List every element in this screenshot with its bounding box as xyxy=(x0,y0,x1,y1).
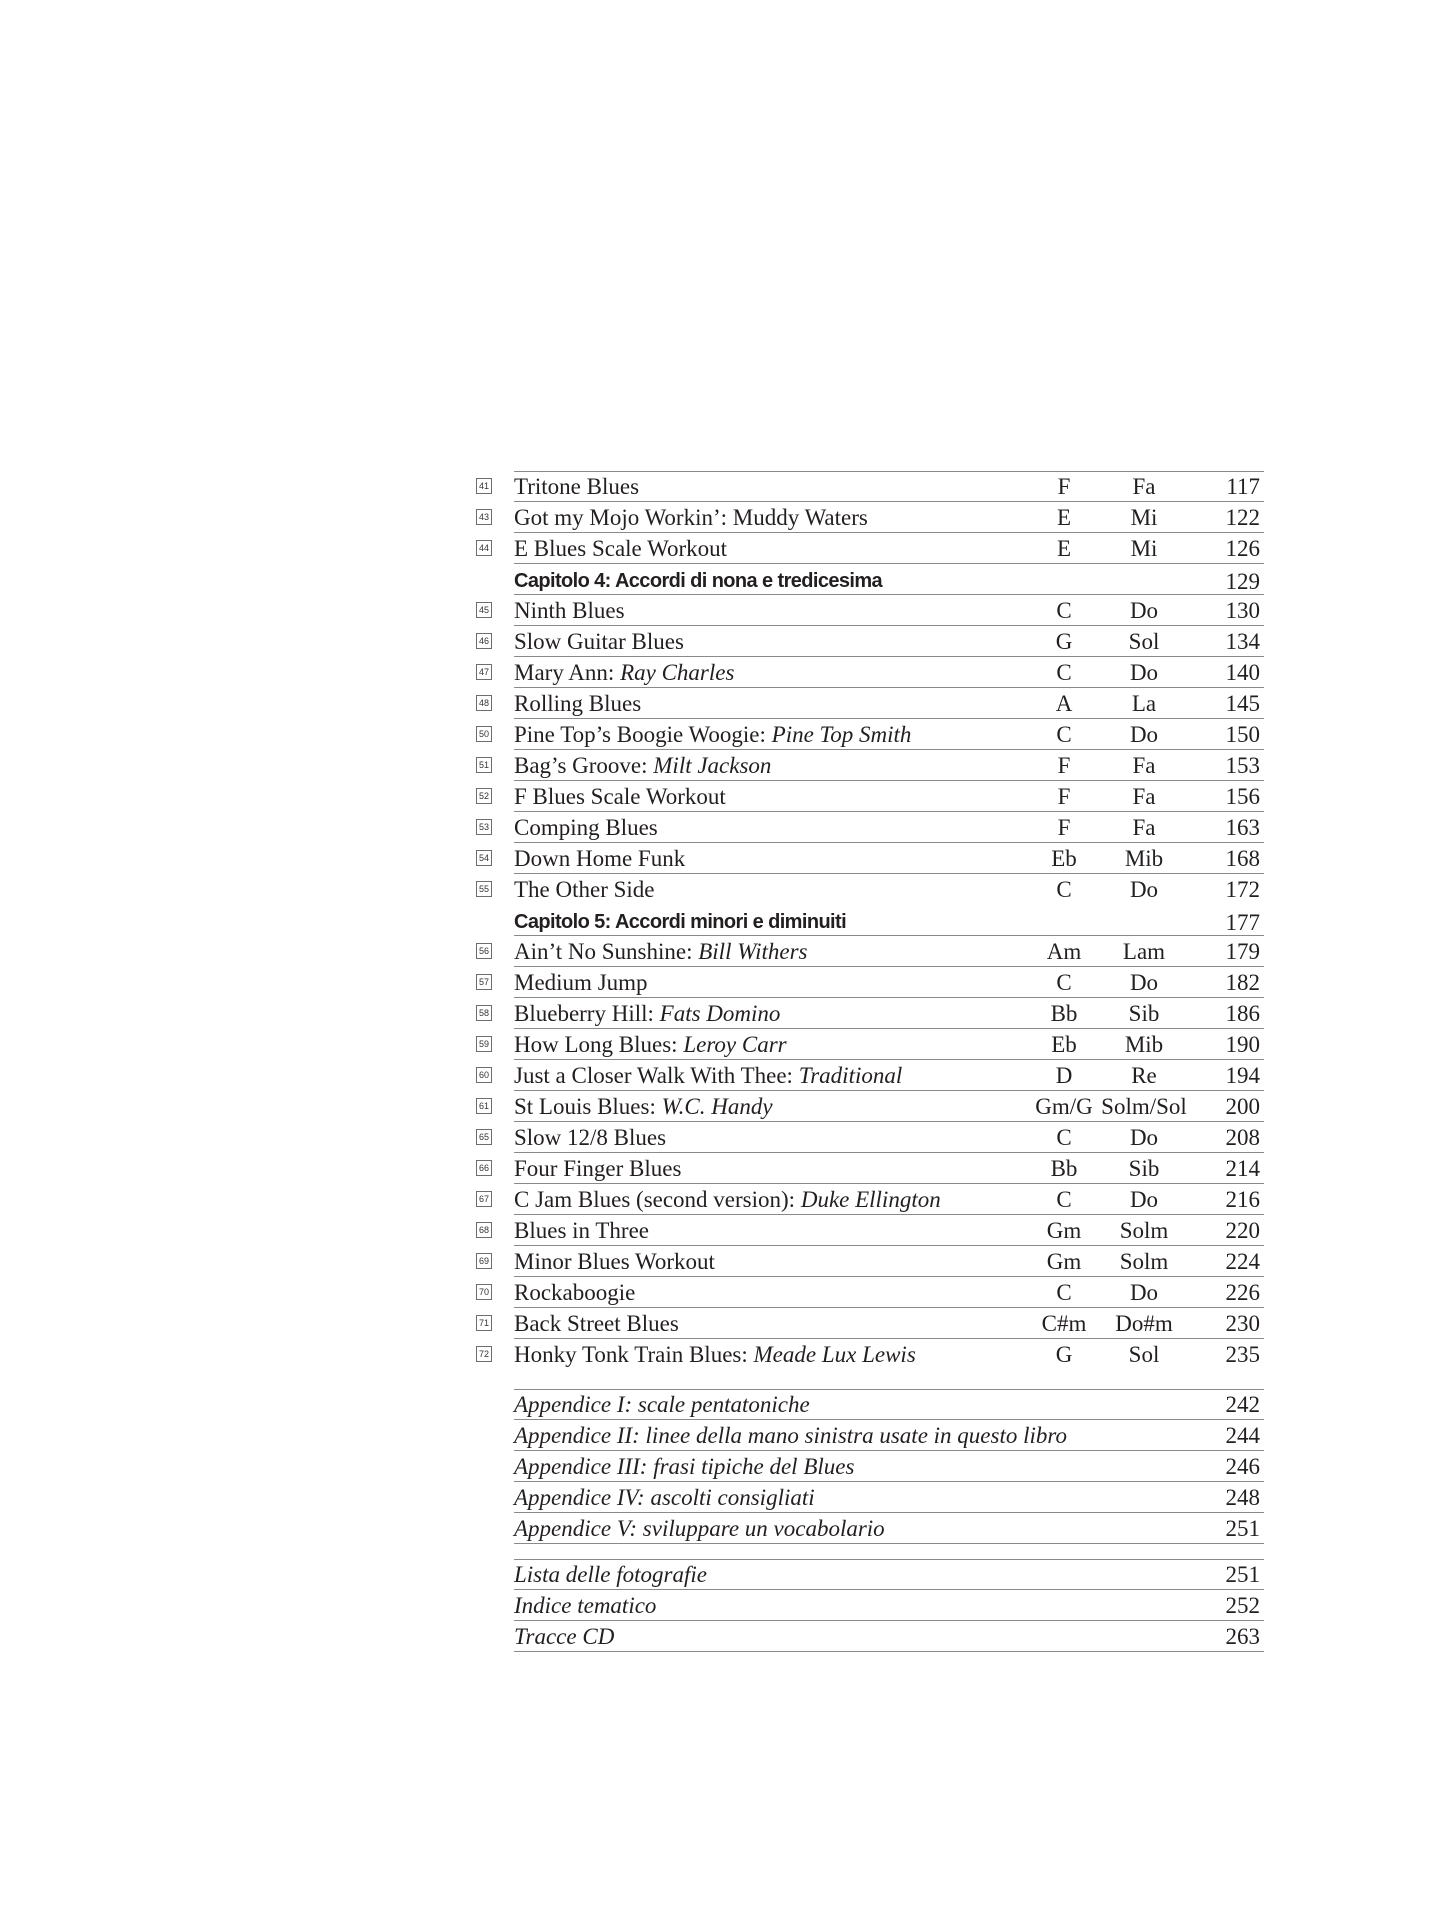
track-title xyxy=(514,1216,649,1245)
track-page: 140 xyxy=(1225,660,1260,685)
track-page: 150 xyxy=(1225,722,1260,747)
track-number-icon: 65 xyxy=(476,1129,492,1145)
list-item xyxy=(474,1590,1294,1621)
track-title-text: Got my Mojo Workin’: Muddy Waters xyxy=(514,505,868,530)
track-key: Gm xyxy=(1046,1249,1082,1274)
track-key: C#m xyxy=(1041,1311,1087,1336)
track-list-chapter-5 xyxy=(474,936,1294,1370)
track-key: F xyxy=(1057,815,1071,840)
table-row xyxy=(474,1029,1294,1060)
appendix-list xyxy=(474,1389,1294,1544)
track-title-text: How Long Blues: xyxy=(514,1032,684,1057)
track-number-icon: 47 xyxy=(476,664,492,680)
track-title-text: Slow 12/8 Blues xyxy=(514,1125,667,1150)
spacer xyxy=(474,1544,1294,1559)
track-title xyxy=(514,1278,635,1307)
track-title xyxy=(514,1061,902,1090)
table-row xyxy=(474,936,1294,967)
track-page: 168 xyxy=(1225,846,1260,871)
list-item xyxy=(474,1451,1294,1482)
track-title-text: Tritone Blues xyxy=(514,474,640,499)
track-title xyxy=(514,596,625,625)
track-page: 126 xyxy=(1225,536,1260,561)
chapter-title: Capitolo 5: Accordi minori e diminuiti xyxy=(514,911,847,933)
track-title-text: Just a Closer Walk With Thee: xyxy=(514,1063,799,1088)
track-page: 190 xyxy=(1225,1032,1260,1057)
table-row xyxy=(474,688,1294,719)
track-key: Bb xyxy=(1050,1001,1078,1026)
track-number-icon: 57 xyxy=(476,974,492,990)
table-row xyxy=(474,843,1294,874)
entry-title: Lista delle fotografie xyxy=(514,1562,707,1587)
track-key: G xyxy=(1055,629,1073,654)
chapter-title: Capitolo 4: Accordi di nona e tredicesima xyxy=(514,570,883,592)
track-page: 226 xyxy=(1225,1280,1260,1305)
table-row xyxy=(474,657,1294,688)
track-title xyxy=(514,875,655,904)
track-number-icon: 68 xyxy=(476,1222,492,1238)
chapter-heading-4 xyxy=(474,564,1294,595)
track-title-text: Ain’t No Sunshine: xyxy=(514,939,699,964)
entry-page: 251 xyxy=(1225,1516,1260,1541)
track-number-icon: 66 xyxy=(476,1160,492,1176)
track-page: 235 xyxy=(1225,1342,1260,1367)
track-key: F xyxy=(1057,474,1071,499)
track-title-text: Honky Tonk Train Blues: xyxy=(514,1342,754,1367)
track-title xyxy=(514,503,868,532)
track-artist: Milt Jackson xyxy=(653,753,772,778)
table-row xyxy=(474,781,1294,812)
track-number-icon: 48 xyxy=(476,695,492,711)
table-row xyxy=(474,1184,1294,1215)
table-row xyxy=(474,874,1294,905)
track-key-italian: Solm xyxy=(1119,1218,1169,1243)
track-key-italian: Do xyxy=(1129,598,1159,623)
table-row xyxy=(474,1308,1294,1339)
track-key: C xyxy=(1056,970,1072,995)
track-key-italian: Mi xyxy=(1130,505,1158,530)
track-key: Am xyxy=(1046,939,1082,964)
list-item xyxy=(474,1482,1294,1513)
track-key: E xyxy=(1056,536,1072,561)
entry-page: 263 xyxy=(1225,1624,1260,1649)
track-key-italian: Do xyxy=(1129,1125,1159,1150)
track-number-icon: 72 xyxy=(476,1346,492,1362)
track-number-icon: 58 xyxy=(476,1005,492,1021)
track-title xyxy=(514,1154,681,1183)
track-title-text: Mary Ann: xyxy=(514,660,621,685)
entry-title: Appendice V: sviluppare un vocabolario xyxy=(514,1516,885,1541)
track-number-icon: 69 xyxy=(476,1253,492,1269)
track-title xyxy=(514,999,780,1028)
table-of-contents xyxy=(474,471,1294,1652)
track-key-italian: Sol xyxy=(1128,1342,1160,1367)
track-key: C xyxy=(1056,1125,1072,1150)
track-key: C xyxy=(1056,598,1072,623)
track-artist: Pine Top Smith xyxy=(771,722,912,747)
track-key: C xyxy=(1056,1187,1072,1212)
track-title xyxy=(514,968,648,997)
track-number-icon: 54 xyxy=(476,850,492,866)
entry-page: 248 xyxy=(1225,1485,1260,1510)
track-title xyxy=(514,1247,715,1276)
track-page: 214 xyxy=(1225,1156,1260,1181)
track-key-italian: Do#m xyxy=(1115,1311,1173,1336)
track-title-text: Rolling Blues xyxy=(514,691,642,716)
track-title xyxy=(514,534,727,563)
track-page: 117 xyxy=(1226,474,1260,499)
track-key-italian: Mi xyxy=(1130,536,1158,561)
table-row xyxy=(474,502,1294,533)
entry-title: Appendice I: scale pentatoniche xyxy=(514,1392,810,1417)
track-key: Eb xyxy=(1051,846,1077,871)
row-rule xyxy=(514,1651,1264,1652)
track-key-italian: Mib xyxy=(1124,1032,1164,1057)
track-key-italian: Do xyxy=(1129,660,1159,685)
track-key: F xyxy=(1057,753,1071,778)
track-key-italian: Sib xyxy=(1128,1001,1160,1026)
track-title-text: Down Home Funk xyxy=(514,846,686,871)
track-number-icon: 45 xyxy=(476,602,492,618)
track-key: Gm/G xyxy=(1035,1094,1093,1119)
track-number-icon: 70 xyxy=(476,1284,492,1300)
track-page: 172 xyxy=(1225,877,1260,902)
track-artist: Ray Charles xyxy=(620,660,735,685)
track-page: 186 xyxy=(1225,1001,1260,1026)
track-page: 216 xyxy=(1225,1187,1260,1212)
track-key: E xyxy=(1056,505,1072,530)
table-row xyxy=(474,967,1294,998)
track-title xyxy=(514,937,807,966)
list-item xyxy=(474,1559,1294,1590)
track-key: C xyxy=(1056,877,1072,902)
track-title xyxy=(514,813,658,842)
track-key: C xyxy=(1056,660,1072,685)
track-page: 220 xyxy=(1225,1218,1260,1243)
track-title-text: E Blues Scale Workout xyxy=(514,536,727,561)
table-row xyxy=(474,1153,1294,1184)
track-title xyxy=(514,689,641,718)
track-page: 230 xyxy=(1225,1311,1260,1336)
track-key: G xyxy=(1055,1342,1073,1367)
track-artist: W.C. Handy xyxy=(661,1094,773,1119)
track-title xyxy=(514,1030,787,1059)
track-artist: Meade Lux Lewis xyxy=(753,1342,916,1367)
track-number-icon: 67 xyxy=(476,1191,492,1207)
table-row xyxy=(474,533,1294,564)
track-title-text: F Blues Scale Workout xyxy=(514,784,726,809)
track-number-icon: 53 xyxy=(476,819,492,835)
track-page: 224 xyxy=(1225,1249,1260,1274)
track-number-icon: 51 xyxy=(476,757,492,773)
extras-list xyxy=(474,1559,1294,1652)
entry-title: Appendice III: frasi tipiche del Blues xyxy=(514,1454,855,1479)
track-title-text: Minor Blues Workout xyxy=(514,1249,715,1274)
track-title xyxy=(514,720,911,749)
table-row xyxy=(474,1339,1294,1370)
track-title-text: Rockaboogie xyxy=(514,1280,636,1305)
track-list-chapter-4 xyxy=(474,595,1294,905)
chapter-page: 129 xyxy=(1225,569,1260,594)
list-item xyxy=(474,1513,1294,1544)
track-key: D xyxy=(1055,1063,1073,1088)
track-title-text: Medium Jump xyxy=(514,970,648,995)
table-row xyxy=(474,750,1294,781)
track-number-icon: 55 xyxy=(476,881,492,897)
track-key-italian: Do xyxy=(1129,1280,1159,1305)
track-number-icon: 52 xyxy=(476,788,492,804)
track-key: C xyxy=(1056,722,1072,747)
table-row xyxy=(474,1277,1294,1308)
track-title xyxy=(514,658,734,687)
list-item xyxy=(474,1621,1294,1652)
track-title-text: Ninth Blues xyxy=(514,598,625,623)
track-page: 182 xyxy=(1225,970,1260,995)
chapter-heading-5 xyxy=(474,905,1294,936)
track-key-italian: Fa xyxy=(1132,815,1156,840)
track-key: Eb xyxy=(1051,1032,1077,1057)
table-row xyxy=(474,471,1294,502)
track-page: 145 xyxy=(1225,691,1260,716)
table-row xyxy=(474,1215,1294,1246)
track-number-icon: 60 xyxy=(476,1067,492,1083)
entry-title: Indice tematico xyxy=(514,1593,657,1618)
spacer xyxy=(474,1370,1294,1389)
track-key-italian: Do xyxy=(1129,877,1159,902)
track-key-italian: Fa xyxy=(1132,474,1156,499)
track-page: 163 xyxy=(1225,815,1260,840)
chapter-page: 177 xyxy=(1225,910,1260,935)
table-row xyxy=(474,998,1294,1029)
track-artist: Duke Ellington xyxy=(800,1187,941,1212)
track-title-text: Blues in Three xyxy=(514,1218,649,1243)
entry-page: 246 xyxy=(1225,1454,1260,1479)
list-item xyxy=(474,1420,1294,1451)
table-row xyxy=(474,626,1294,657)
track-key-italian: Solm/Sol xyxy=(1101,1094,1187,1119)
track-key: A xyxy=(1055,691,1073,716)
track-title-text: Slow Guitar Blues xyxy=(514,629,684,654)
track-title xyxy=(514,627,684,656)
entry-title: Tracce CD xyxy=(514,1624,615,1649)
entry-page: 242 xyxy=(1225,1392,1260,1417)
track-title xyxy=(514,844,685,873)
track-title-text: St Louis Blues: xyxy=(514,1094,662,1119)
entry-page: 252 xyxy=(1225,1593,1260,1618)
entry-title: Appendice II: linee della mano sinistra usate in questo libro xyxy=(514,1423,1067,1448)
track-page: 200 xyxy=(1225,1094,1260,1119)
track-number-icon: 59 xyxy=(476,1036,492,1052)
table-row xyxy=(474,1091,1294,1122)
track-title xyxy=(514,1185,941,1214)
track-number-icon: 41 xyxy=(476,478,492,494)
track-number-icon: 44 xyxy=(476,540,492,556)
track-key-italian: Sol xyxy=(1128,629,1160,654)
track-page: 208 xyxy=(1225,1125,1260,1150)
track-key-italian: Fa xyxy=(1132,784,1156,809)
track-key-italian: La xyxy=(1131,691,1157,716)
track-key: Bb xyxy=(1050,1156,1078,1181)
track-title xyxy=(514,1340,916,1369)
track-list-chapter-3 xyxy=(474,471,1294,564)
track-title-text: Comping Blues xyxy=(514,815,658,840)
track-title-text: The Other Side xyxy=(514,877,655,902)
track-title xyxy=(514,751,771,780)
entry-page: 244 xyxy=(1225,1423,1260,1448)
track-key: C xyxy=(1056,1280,1072,1305)
track-number-icon: 71 xyxy=(476,1315,492,1331)
track-page: 134 xyxy=(1225,629,1260,654)
track-key-italian: Sib xyxy=(1128,1156,1160,1181)
list-item xyxy=(474,1389,1294,1420)
track-title-text: Bag’s Groove: xyxy=(514,753,654,778)
track-key-italian: Re xyxy=(1131,1063,1157,1088)
table-row xyxy=(474,1060,1294,1091)
track-page: 156 xyxy=(1225,784,1260,809)
track-number-icon: 43 xyxy=(476,509,492,525)
track-title-text: Four Finger Blues xyxy=(514,1156,682,1181)
track-key-italian: Do xyxy=(1129,722,1159,747)
track-artist: Traditional xyxy=(798,1063,903,1088)
track-key-italian: Lam xyxy=(1122,939,1166,964)
track-artist: Bill Withers xyxy=(698,939,808,964)
track-key-italian: Do xyxy=(1129,970,1159,995)
track-key-italian: Fa xyxy=(1132,753,1156,778)
entry-page: 251 xyxy=(1225,1562,1260,1587)
entry-title: Appendice IV: ascolti consigliati xyxy=(514,1485,815,1510)
row-rule xyxy=(514,1543,1264,1544)
track-page: 194 xyxy=(1225,1063,1260,1088)
table-row xyxy=(474,719,1294,750)
track-number-icon: 46 xyxy=(476,633,492,649)
track-page: 153 xyxy=(1225,753,1260,778)
track-key-italian: Mib xyxy=(1124,846,1164,871)
table-row xyxy=(474,1246,1294,1277)
track-key: F xyxy=(1057,784,1071,809)
track-number-icon: 61 xyxy=(476,1098,492,1114)
track-title xyxy=(514,1123,666,1152)
track-artist: Fats Domino xyxy=(659,1001,781,1026)
table-row xyxy=(474,595,1294,626)
track-title-text: Blueberry Hill: xyxy=(514,1001,660,1026)
track-page: 122 xyxy=(1225,505,1260,530)
track-title xyxy=(514,1309,679,1338)
table-row xyxy=(474,1122,1294,1153)
track-number-icon: 50 xyxy=(476,726,492,742)
track-key: Gm xyxy=(1046,1218,1082,1243)
track-title-text: C Jam Blues (second version): xyxy=(514,1187,801,1212)
track-number-icon: 56 xyxy=(476,943,492,959)
track-key-italian: Solm xyxy=(1119,1249,1169,1274)
track-title xyxy=(514,1092,773,1121)
track-key-italian: Do xyxy=(1129,1187,1159,1212)
track-title-text: Back Street Blues xyxy=(514,1311,679,1336)
track-title xyxy=(514,472,639,501)
track-title xyxy=(514,782,726,811)
track-artist: Leroy Carr xyxy=(683,1032,787,1057)
track-page: 130 xyxy=(1225,598,1260,623)
track-page: 179 xyxy=(1225,939,1260,964)
table-row xyxy=(474,812,1294,843)
track-title-text: Pine Top’s Boogie Woogie: xyxy=(514,722,772,747)
